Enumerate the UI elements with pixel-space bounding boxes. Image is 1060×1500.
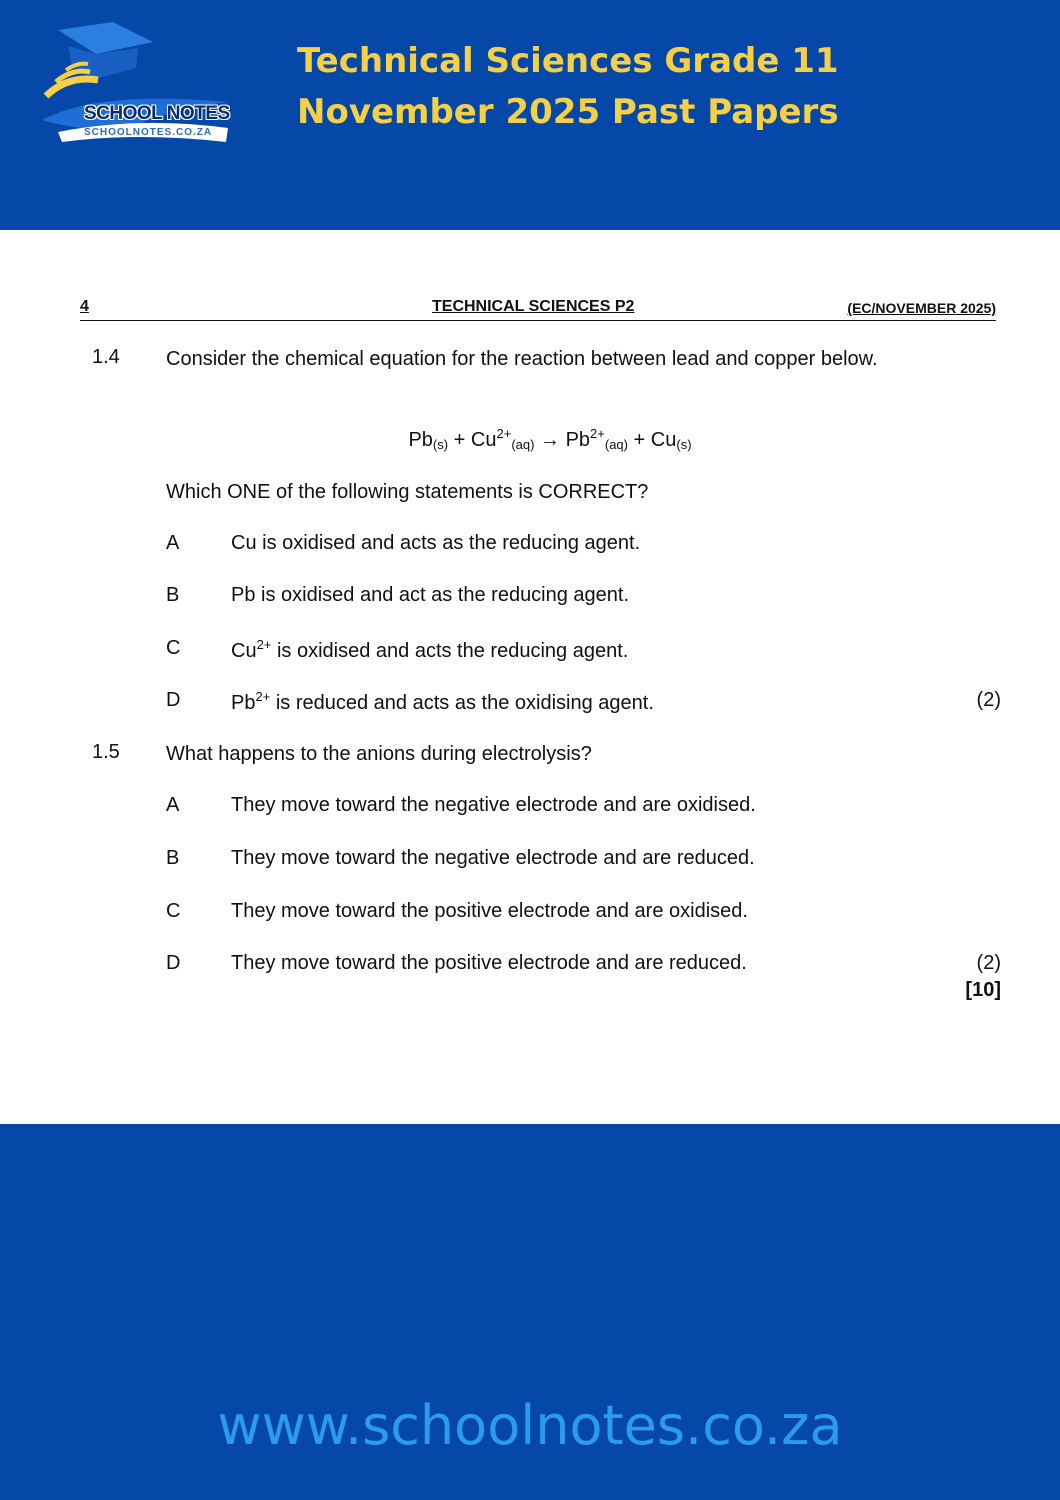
option-letter: B	[166, 584, 180, 606]
eq-charge: 2+	[590, 426, 605, 441]
paper-subject: TECHNICAL SCIENCES P2	[432, 298, 635, 315]
school-notes-logo	[38, 20, 238, 145]
question-text: What happens to the anions during electrolysis?	[166, 743, 592, 765]
eq-term: Pb	[408, 429, 433, 451]
eq-operator: +	[633, 429, 646, 451]
option-letter: B	[166, 847, 180, 869]
option-letter: C	[166, 900, 181, 922]
exam-page-header	[80, 298, 996, 321]
option-text-rest: is reduced and acts as the oxidising agent.	[270, 692, 654, 714]
banner-title	[297, 36, 839, 138]
footer-website-link[interactable]: www.schoolnotes.co.za	[217, 1394, 843, 1457]
option-text	[231, 689, 654, 715]
logo-url: SCHOOLNOTES.CO.ZA	[84, 127, 213, 138]
eq-state: (s)	[676, 437, 692, 452]
option-text-rest: is oxidised and acts the reducing agent.	[271, 640, 629, 662]
question-number: 1.4	[92, 346, 120, 368]
option-text: They move toward the positive electrode and are reduced.	[231, 952, 747, 974]
question-prompt: Which ONE of the following statements is CORRECT?	[166, 481, 649, 503]
option-charge: 2+	[256, 637, 272, 652]
option-letter: D	[166, 689, 181, 711]
question-number: 1.5	[92, 741, 120, 763]
option-text: Pb is oxidised and act as the reducing agent.	[231, 584, 630, 606]
banner-title-line2: November 2025 Past Papers	[297, 92, 839, 132]
chemical-equation	[0, 426, 1060, 452]
option-species: Cu	[231, 640, 257, 662]
logo-name: SCHOOL NOTES	[84, 103, 230, 124]
option-text	[231, 637, 628, 663]
question-marks: (2)	[976, 952, 1001, 974]
option-text: They move toward the negative electrode and are reduced.	[231, 847, 755, 869]
option-text: They move toward the negative electrode and are oxidised.	[231, 794, 756, 816]
eq-state: (s)	[432, 437, 449, 452]
page-number: 4	[80, 298, 89, 315]
option-text: They move toward the positive electrode and are oxidised.	[231, 900, 748, 922]
option-charge: 2+	[255, 689, 271, 704]
exam-session: (EC/NOVEMBER 2025)	[847, 300, 996, 316]
eq-charge: 2+	[496, 426, 512, 441]
option-letter: D	[166, 952, 181, 974]
eq-state: (aq)	[604, 437, 628, 452]
banner-title-line1: Technical Sciences Grade 11	[297, 41, 839, 81]
section-total: [10]	[965, 979, 1001, 1001]
option-letter: A	[166, 794, 180, 816]
option-letter: A	[166, 532, 180, 554]
question-marks: (2)	[976, 689, 1001, 711]
eq-operator: +	[453, 429, 466, 451]
option-species: Pb	[231, 692, 256, 714]
eq-term: Pb	[565, 429, 591, 451]
eq-arrow: →	[540, 429, 560, 451]
question-text: Consider the chemical equation for the reaction between lead and copper below.	[166, 348, 878, 370]
eq-state: (aq)	[511, 437, 535, 452]
header-banner	[0, 0, 1060, 230]
eq-term: Cu	[650, 429, 677, 451]
eq-term: Cu	[470, 429, 497, 451]
option-text: Cu is oxidised and acts as the reducing agent.	[231, 532, 641, 554]
option-letter: C	[166, 637, 181, 659]
